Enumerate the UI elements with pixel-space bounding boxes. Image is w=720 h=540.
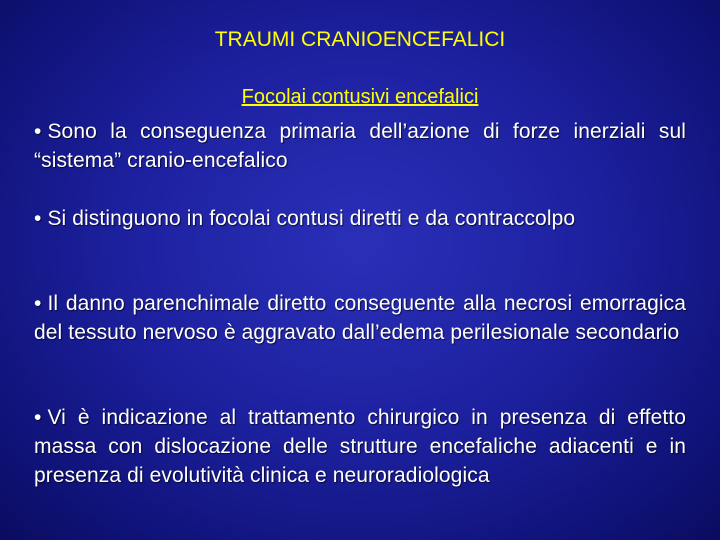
bullet-icon: • — [34, 292, 42, 315]
paragraph-text: Si distinguono in focolai contusi diretti e da contraccolpo — [47, 207, 576, 230]
paragraph-text: Sono la conseguenza primaria dell’azione di forze inerziali sul “sistema” cranio-encefalico — [34, 120, 686, 172]
bullet-paragraph-4 — [34, 403, 686, 490]
bullet-paragraph-1 — [34, 117, 686, 175]
bullet-icon: • — [34, 406, 42, 429]
paragraph-text: Il danno parenchimale diretto conseguente alla necrosi emorragica del tessuto nervoso è aggravato dall’edema perilesionale secondario — [34, 292, 686, 344]
bullet-paragraph-2 — [34, 204, 686, 233]
bullet-paragraph-3 — [34, 289, 686, 347]
slide-title: TRAUMI CRANIOENCEFALICI — [214, 28, 506, 51]
slide-subtitle: Focolai contusivi encefalici — [241, 86, 479, 108]
bullet-icon: • — [34, 120, 42, 143]
paragraph-text: Vi è indicazione al trattamento chirurgico in presenza di effetto massa con dislocazione delle strutture encefaliche adiacenti e in presenza di evolutività clinica e neuroradiologica — [34, 406, 686, 487]
bullet-icon: • — [34, 207, 42, 230]
